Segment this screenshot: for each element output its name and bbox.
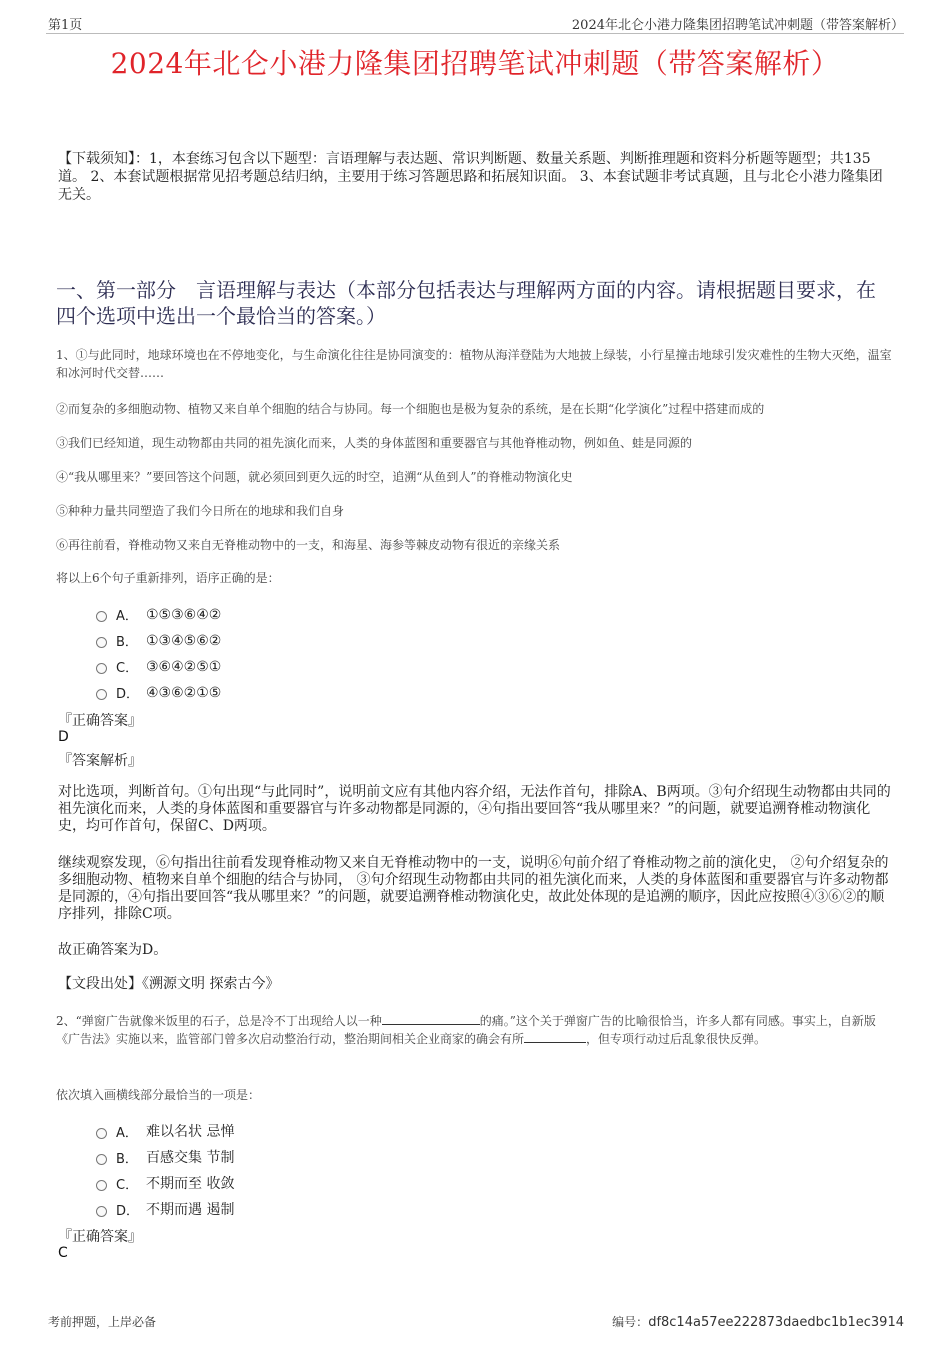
q2-answer: C <box>58 1245 68 1261</box>
q2-stem-part-2: 的痛。”这个关于弹窗广告的比喻很恰当，许多人都有同感。事实上，自新版《广告法》实施以来，监管部门曾多次启动整治行动，整治期间相关企业商家的确会有所 <box>56 1014 876 1046</box>
option-letter: D． <box>116 687 140 702</box>
q1-source: 【文段出处】《溯源文明 探索古今》 <box>58 976 280 992</box>
option-text: ③⑥④②⑤① <box>146 658 222 675</box>
option-text: 不期而至 收敛 <box>146 1176 235 1192</box>
q2-stem-part-1: 2、“弹窗广告就像米饭里的石子，总是冷不丁出现给人以一种 <box>56 1014 382 1028</box>
section-heading: 一、第一部分 言语理解与表达（本部分包括表达与理解两方面的内容。请根据题目要求，在四个选项中选出一个最恰当的答案。） <box>56 278 876 328</box>
q1-answer: D <box>58 729 69 745</box>
option-text: 难以名状 忌惮 <box>146 1124 235 1140</box>
q1-option-d[interactable] <box>96 683 221 702</box>
footer-code: df8c14a57ee222873daedbc1b1ec3914 <box>648 1315 904 1330</box>
q2-blank-2 <box>524 1030 586 1043</box>
q1-analysis-label: 『答案解析』 <box>58 753 142 769</box>
option-text: 不期而遇 遏制 <box>146 1202 235 1218</box>
q1-sentence-6: ⑥再往前看，脊椎动物又来自无脊椎动物中的一支，和海星、海参等棘皮动物有很近的亲缘关系 <box>56 538 561 552</box>
footer-slogan: 考前押题，上岸必备 <box>48 1315 157 1329</box>
q1-option-a[interactable] <box>96 605 221 624</box>
q1-option-b[interactable] <box>96 631 221 650</box>
header-divider <box>46 33 904 34</box>
q2-answer-label: 『正确答案』 <box>58 1229 142 1245</box>
q1-sentence-4: ④“我从哪里来？”要回答这个问题，就必须回到更久远的时空，追溯“从鱼到人”的脊椎动物演化史 <box>56 470 573 484</box>
radio-icon[interactable] <box>96 689 107 700</box>
option-letter: B． <box>116 1151 138 1167</box>
radio-icon[interactable] <box>96 637 107 648</box>
page-number: 第1页 <box>48 18 83 33</box>
radio-icon[interactable] <box>96 1180 107 1191</box>
page-title: 2024年北仑小港力隆集团招聘笔试冲刺题（带答案解析） <box>110 47 840 80</box>
option-letter: C． <box>116 661 139 676</box>
q2-stem <box>56 1012 898 1048</box>
q1-sentence-2: ②而复杂的多细胞动物、植物又来自单个细胞的结合与协同。每一个细胞也是极为复杂的系统，是在长期“化学演化”过程中搭建而成的 <box>56 402 765 416</box>
q2-option-b[interactable] <box>96 1147 234 1167</box>
q1-prompt: 将以上6个句子重新排列，语序正确的是： <box>56 571 280 585</box>
q2-blank-1 <box>382 1012 480 1025</box>
q2-option-c[interactable] <box>96 1173 234 1193</box>
footer-code-block <box>612 1313 904 1330</box>
q1-analysis-paragraph-1: 对比选项，判断首句。①句出现“与此同时”，说明前文应有其他内容介绍，无法作首句，排除A、B两项。③句介绍现生动物都由共同的祖先演化而来，人类的身体蓝图和重要器官与许多动物都是同源的，④句指出要回答“我从哪里来？”的问题，就要追溯脊椎动物演化史，均可作首句，保留C、D两项。 <box>58 784 891 834</box>
option-letter: A． <box>116 1125 138 1141</box>
option-text: 百感交集 节制 <box>146 1150 235 1166</box>
radio-icon[interactable] <box>96 1128 107 1139</box>
option-letter: B． <box>116 635 138 650</box>
q2-prompt: 依次填入画横线部分最恰当的一项是： <box>56 1088 261 1102</box>
option-letter: C． <box>116 1177 139 1193</box>
q1-sentence-5: ⑤种种力量共同塑造了我们今日所在的地球和我们自身 <box>56 504 345 518</box>
q1-sentence-3: ③我们已经知道，现生动物都由共同的祖先演化而来，人类的身体蓝图和重要器官与其他脊椎动物，例如鱼、蛙是同源的 <box>56 436 693 450</box>
option-letter: A． <box>116 609 138 624</box>
radio-icon[interactable] <box>96 611 107 622</box>
q1-option-c[interactable] <box>96 657 221 676</box>
header-doc-title: 2024年北仑小港力隆集团招聘笔试冲刺题（带答案解析） <box>571 18 904 33</box>
footer-code-label: 编号： <box>612 1315 649 1329</box>
q2-stem-part-3: ，但专项行动过后乱象很快反弹。 <box>586 1032 767 1046</box>
option-text: ④③⑥②①⑤ <box>146 684 222 701</box>
option-text: ①③④⑤⑥② <box>146 632 222 649</box>
radio-icon[interactable] <box>96 1154 107 1165</box>
q1-analysis-paragraph-3: 故正确答案为D。 <box>58 942 168 958</box>
q2-option-d[interactable] <box>96 1199 234 1219</box>
q1-answer-label: 『正确答案』 <box>58 713 142 729</box>
option-text: ①⑤③⑥④② <box>146 606 222 623</box>
download-notice: 【下载须知】：1，本套练习包含以下题型：言语理解与表达题、常识判断题、数量关系题、判断推理题和资料分析题等题型；共135道。 2、本套试题根据常见招考题总结归纳，主要用于练习答题思路和拓展知识面。 3、本套试题非考试真题，且与北仑小港力隆集团无关。 <box>58 151 883 203</box>
radio-icon[interactable] <box>96 663 107 674</box>
q1-analysis-paragraph-2: 继续观察发现，⑥句指出往前看发现脊椎动物又来自无脊椎动物中的一支，说明⑥句前介绍了脊椎动物之前的演化史， ②句介绍复杂的多细胞动物、植物来自单个细胞的结合与协同， ③句介绍现生动物都由共同的祖先演化而来，人类的身体蓝图和重要器官与许多动物都是同源的，④句指出要回答“我从哪里来？”的问题，就要追溯脊椎动物演化史，故此处体现的是追溯的顺序，因此应按照④③⑥②的顺序排列，排除C项。 <box>58 855 889 922</box>
radio-icon[interactable] <box>96 1206 107 1217</box>
q1-sentence-1: 1、①与此同时，地球环境也在不停地变化，与生命演化往往是协同演变的：植物从海洋登陆为大地披上绿装，小行星撞击地球引发灾难性的生物大灭绝，温室和冰河时代交替…… <box>56 348 892 380</box>
q2-option-a[interactable] <box>96 1121 234 1141</box>
option-letter: D． <box>116 1203 140 1219</box>
